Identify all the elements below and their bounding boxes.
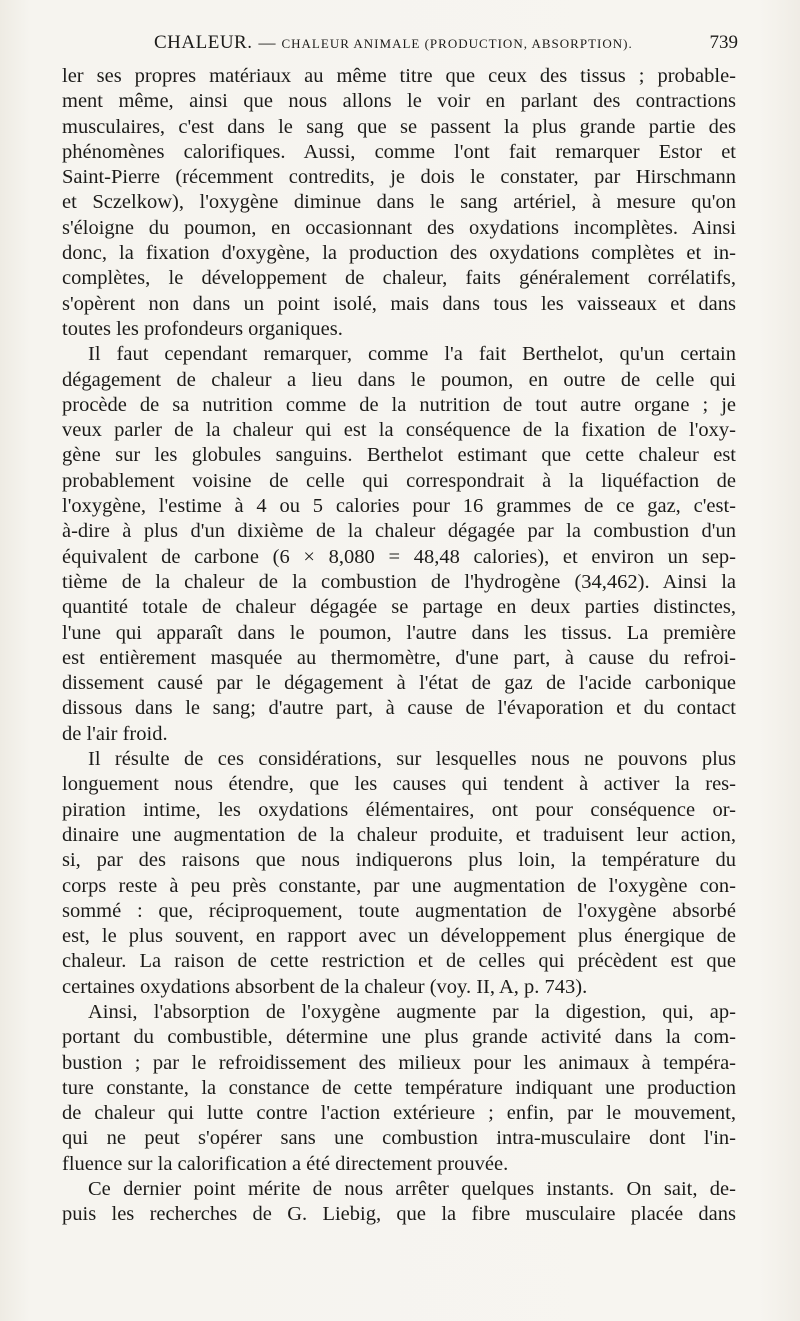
text-line: tième de la chaleur de la combustion de l'hydrogène (34,462). Ainsi la	[62, 570, 736, 593]
text-line: bustion ; par le refroidissement des milieux pour les animaux à tempéra-	[62, 1051, 736, 1074]
text-line: chaleur. La raison de cette restriction et de celles qui précèdent est que	[62, 950, 736, 973]
text-line: l'oxygène, l'estime à 4 ou 5 calories pour 16 grammes de ce gaz, c'est-	[62, 495, 736, 518]
text-line: probablement voisine de celle qui correspondrait à la liquéfaction de	[62, 469, 736, 492]
text-line: équivalent de carbone (6 × 8,080 = 48,48 calories), et environ un sep-	[62, 545, 736, 568]
text-line: ment même, ainsi que nous allons le voir en parlant des contractions	[62, 90, 736, 113]
text-line: Ainsi, l'absorption de l'oxygène augmente par la digestion, qui, ap-	[88, 1000, 736, 1023]
text-line: sommé : que, réciproquement, toute augmentation de l'oxygène absorbé	[62, 899, 736, 922]
text-line: veux parler de la chaleur qui est la conséquence de la fixation de l'oxy-	[62, 419, 736, 442]
text-line: corps reste à peu près constante, par une augmentation de l'oxygène con-	[62, 874, 736, 897]
text-line: certaines oxydations absorbent de la chaleur (voy. II, A, p. 743).	[62, 975, 588, 998]
text-line: Saint-Pierre (récemment contredits, je dois le constater, par Hirschmann	[62, 166, 736, 189]
text-line: et Sczelkow), l'oxygène diminue dans le sang artériel, à mesure qu'on	[62, 191, 736, 214]
text-line: procède de sa nutrition comme de la nutrition de tout autre organe ; je	[62, 393, 736, 416]
text-line: Il faut cependant remarquer, comme l'a fait Berthelot, qu'un certain	[88, 343, 736, 366]
text-line: ture constante, la constance de cette température indiquant une production	[62, 1076, 736, 1099]
text-line: complètes, le développement de chaleur, faits généralement corrélatifs,	[62, 267, 736, 290]
text-line: l'une qui apparaît dans le poumon, l'autre dans les tissus. La première	[62, 621, 736, 644]
text-line: ler ses propres matériaux au même titre que ceux des tissus ; probable-	[62, 65, 736, 87]
text-line: donc, la fixation d'oxygène, la production des oxydations complètes et in-	[62, 242, 736, 265]
text-line: s'éloigne du poumon, en occasionnant des oxydations incomplètes. Ainsi	[62, 216, 736, 239]
text-line: dégagement de chaleur a lieu dans le poumon, en outre de celle qui	[62, 368, 736, 391]
header-title-group	[154, 32, 633, 54]
header-title: CHALEUR.	[154, 32, 253, 53]
text-line: fluence sur la calorification a été directement prouvée.	[62, 1152, 509, 1175]
text-line: si, par des raisons que nous indiquerons plus loin, la température du	[62, 849, 736, 872]
body-text	[62, 64, 736, 1228]
text-line: Il résulte de ces considérations, sur lesquelles nous ne pouvons plus	[88, 748, 736, 771]
text-line: longuement nous étendre, que les causes qui tendent à activer la res-	[62, 773, 736, 796]
text-line: dissement causé par le dégagement à l'état de gaz de l'acide carbonique	[62, 672, 736, 695]
text-line: puis les recherches de G. Liebig, que la fibre musculaire placée dans	[62, 1203, 736, 1226]
header-subtitle: CHALEUR ANIMALE (PRODUCTION, ABSORPTION).	[281, 36, 633, 51]
text-line: est entièrement masquée au thermomètre, d'une part, à cause du refroi-	[62, 646, 736, 669]
text-line: dissous dans le sang; d'autre part, à cause de l'évaporation et du contact	[62, 697, 736, 720]
text-line: musculaires, c'est dans le sang que se passent la plus grande partie des	[62, 115, 736, 138]
text-line: portant du combustible, détermine une plus grande activité dans la com-	[62, 1026, 736, 1049]
text-line: phénomènes calorifiques. Aussi, comme l'ont fait remarquer Estor et	[62, 140, 736, 163]
header-dash: —	[258, 33, 276, 52]
text-line: dinaire une augmentation de la chaleur produite, et traduisent leur action,	[62, 823, 736, 846]
page-number: 739	[709, 32, 738, 53]
text-line: toutes les profondeurs organiques.	[62, 317, 343, 340]
text-line: qui ne peut s'opérer sans une combustion intra-musculaire dont l'in-	[62, 1127, 736, 1150]
text-line: est, le plus souvent, en rapport avec un développement plus énergique de	[62, 925, 736, 948]
text-line: piration intime, les oxydations élémentaires, ont pour conséquence or-	[62, 798, 736, 821]
running-header	[62, 30, 738, 60]
text-line: de l'air froid.	[62, 722, 168, 745]
text-line: Ce dernier point mérite de nous arrêter quelques instants. On sait, de-	[88, 1178, 736, 1201]
text-line: de chaleur qui lutte contre l'action extérieure ; enfin, par le mouvement,	[62, 1102, 736, 1125]
text-line: gène sur les globules sanguins. Berthelot estimant que cette chaleur est	[62, 444, 736, 467]
text-line: s'opèrent non dans un point isolé, mais dans tous les vaisseaux et dans	[62, 292, 736, 315]
text-line: quantité totale de chaleur dégagée se partage en deux parties distinctes,	[62, 596, 736, 619]
text-line: à-dire à plus d'un dixième de la chaleur dégagée par la combustion d'un	[62, 520, 736, 543]
